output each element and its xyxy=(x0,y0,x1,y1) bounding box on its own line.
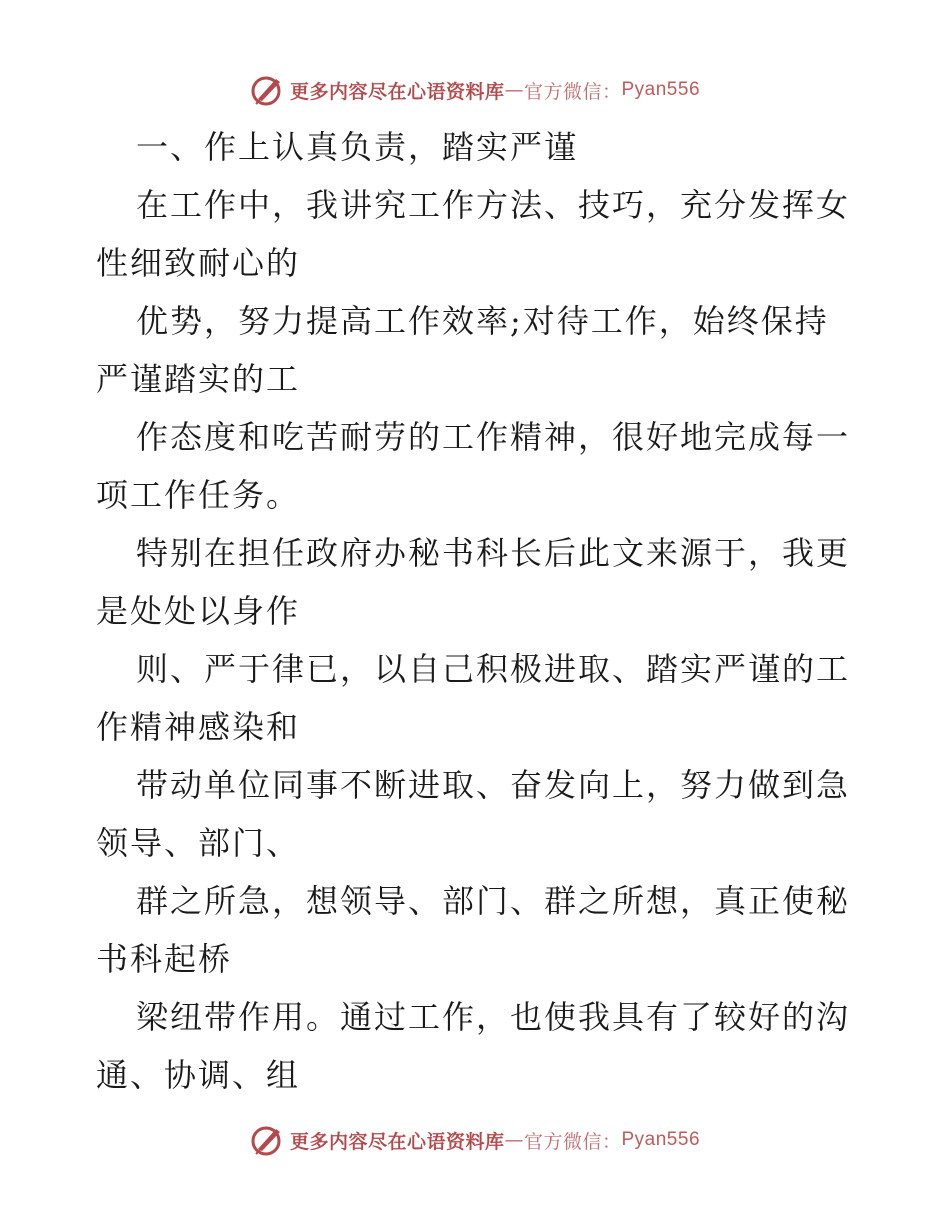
paragraph-9: 梁纽带作用。通过工作，也使我具有了较好的沟通、协调、组 xyxy=(96,998,851,1094)
banner-wechat-id: Pyan556 xyxy=(621,79,701,100)
document-body xyxy=(96,118,856,1104)
paragraph-1: 一、作上认真负责，踏实严谨 xyxy=(136,128,579,166)
banner-wechat-label: 官方微信： xyxy=(523,1130,622,1153)
paragraph-3: 优势，努力提高工作效率;对待工作，始终保持严谨踏实的工 xyxy=(96,302,829,398)
paragraph-7: 带动单位同事不断进取、奋发向上，努力做到急领导、部门、 xyxy=(96,766,851,862)
header-watermark-banner xyxy=(0,70,950,110)
paragraph-4: 作态度和吃苦耐劳的工作精神，很好地完成每一项工作任务。 xyxy=(96,418,851,514)
paragraph-6: 则、严于律已，以自己积极进取、踏实严谨的工作精神感染和 xyxy=(96,650,851,746)
paragraph-5: 特别在担任政府办秘书科长后此文来源于，我更是处处以身作 xyxy=(96,534,851,630)
banner-main-text: 更多内容尽在心语资料库 xyxy=(289,1130,505,1153)
quill-pen-logo-icon xyxy=(250,1123,284,1157)
banner-main-text: 更多内容尽在心语资料库 xyxy=(289,80,505,103)
footer-watermark-banner xyxy=(0,1120,950,1160)
quill-pen-logo-icon xyxy=(250,73,284,107)
banner-separator: — xyxy=(504,1129,524,1151)
paragraph-2: 在工作中，我讲究工作方法、技巧，充分发挥女性细致耐心的 xyxy=(96,186,851,282)
banner-wechat-id: Pyan556 xyxy=(621,1129,701,1150)
banner-wechat-label: 官方微信： xyxy=(523,80,622,103)
paragraph-8: 群之所急，想领导、部门、群之所想，真正使秘书科起桥 xyxy=(96,882,851,978)
banner-separator: — xyxy=(504,79,524,101)
